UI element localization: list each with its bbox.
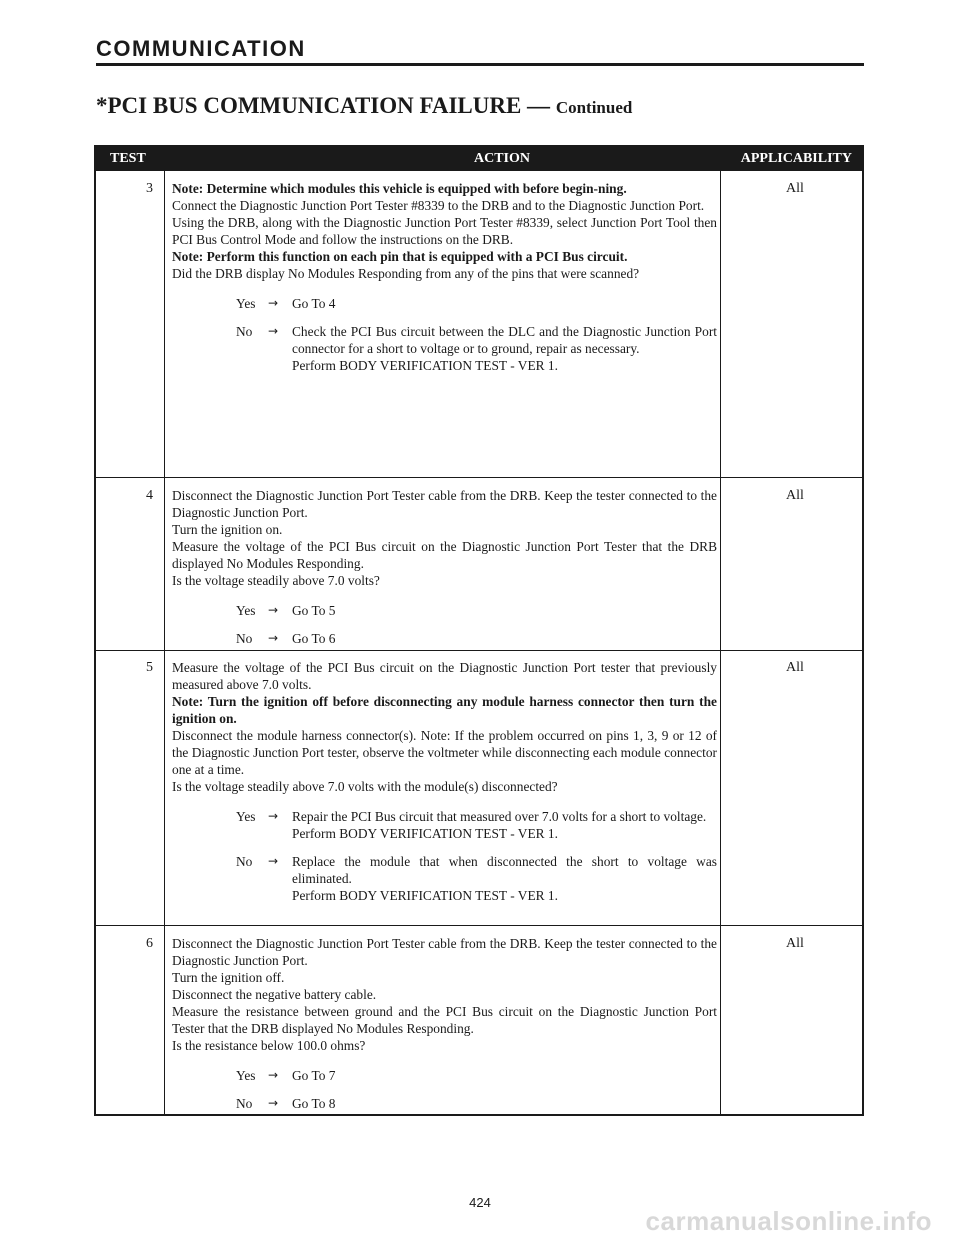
page-title <box>96 92 864 122</box>
table-header <box>96 147 862 171</box>
choice-result <box>292 323 717 374</box>
row-divider <box>96 477 862 478</box>
choice-yes <box>236 602 717 619</box>
choice-result-text: Check the PCI Bus circuit between the DLC and the Diagnostic Junction Port connector for a short to voltage or to ground, repair as necessary. <box>292 324 717 356</box>
action-line: Note: Determine which modules this vehicle is equipped with before begin-ning. <box>172 181 627 196</box>
choice-result-text: Replace the module that when disconnected the short to voltage was eliminated. <box>292 854 717 886</box>
column-header-applicability: APPLICABILITY <box>740 151 852 166</box>
choice-answer: No <box>236 1096 253 1111</box>
choice-answer: Yes <box>236 809 256 824</box>
column-divider <box>720 171 721 1114</box>
header-rule <box>96 63 864 66</box>
column-header-test: TEST <box>110 151 146 166</box>
choice-result: Go To 6 <box>292 631 336 646</box>
page-title-suffix: Continued <box>555 98 633 117</box>
choice-answer: No <box>236 854 253 869</box>
action-line: Turn the ignition off. <box>172 970 285 985</box>
choice-yes <box>236 1067 717 1084</box>
action-line: Did the DRB display No Modules Responding from any of the pins that were scanned? <box>172 266 640 281</box>
choice-yes <box>236 295 717 312</box>
choice-result <box>292 853 717 904</box>
choice-result <box>292 808 717 842</box>
applicability-cell: All <box>786 660 804 675</box>
action-line: Is the resistance below 100.0 ohms? <box>172 1038 366 1053</box>
arrow-icon: → <box>268 854 279 868</box>
applicability-cell: All <box>786 936 804 951</box>
test-number: 5 <box>146 660 153 675</box>
choice-result: Go To 7 <box>292 1068 336 1083</box>
action-line: Note: Turn the ignition off before disconnecting any module harness connector then turn the ignition on. <box>172 694 717 726</box>
choice-result-text: Perform BODY VERIFICATION TEST - VER 1. <box>292 358 558 373</box>
arrow-icon: → <box>268 603 279 617</box>
action-line: Using the DRB, along with the Diagnostic Junction Port Tester #8339, select Junction Port Tool then PCI Bus Control Mode and follow the instructions on the DRB. <box>172 215 717 247</box>
diagnostic-table <box>94 145 864 1116</box>
arrow-icon: → <box>268 631 279 645</box>
choice-result-text: Repair the PCI Bus circuit that measured over 7.0 volts for a short to voltage. <box>292 809 707 824</box>
choice-answer: Yes <box>236 603 256 618</box>
choice-yes <box>236 808 717 842</box>
choice-answer: Yes <box>236 1068 256 1083</box>
column-divider <box>164 171 165 1114</box>
section-heading: COMMUNICATION <box>96 36 306 61</box>
choice-result: Go To 4 <box>292 296 336 311</box>
action-cell <box>172 935 717 1112</box>
column-header-action: ACTION <box>474 151 531 166</box>
action-cell <box>172 180 717 374</box>
arrow-icon: → <box>268 324 279 338</box>
action-line: Measure the voltage of the PCI Bus circuit on the Diagnostic Junction Port Tester that the DRB displayed No Modules Responding. <box>172 539 717 571</box>
choice-no <box>236 323 717 374</box>
arrow-icon: → <box>268 809 279 823</box>
arrow-icon: → <box>268 296 279 310</box>
choice-answer: Yes <box>236 296 256 311</box>
action-line: Turn the ignition on. <box>172 522 283 537</box>
action-line: Note: Perform this function on each pin that is equipped with a PCI Bus circuit. <box>172 249 628 264</box>
page-number: 424 <box>469 1195 491 1210</box>
action-line: Measure the resistance between ground and the PCI Bus circuit on the Diagnostic Junction Port Tester that the DRB displayed No Modules Responding. <box>172 1004 717 1036</box>
choice-no <box>236 853 717 904</box>
row-divider <box>96 925 862 926</box>
arrow-icon: → <box>268 1068 279 1082</box>
row-divider <box>96 650 862 651</box>
choice-result: Go To 5 <box>292 603 336 618</box>
choice-result-text: Perform BODY VERIFICATION TEST - VER 1. <box>292 888 558 903</box>
choice-no <box>236 1095 717 1112</box>
applicability-cell: All <box>786 488 804 503</box>
applicability-cell: All <box>786 181 804 196</box>
test-number: 3 <box>146 181 153 196</box>
action-cell <box>172 659 717 904</box>
choice-result: Go To 8 <box>292 1096 336 1111</box>
action-line: Measure the voltage of the PCI Bus circuit on the Diagnostic Junction Port tester that previously measured above 7.0 volts. <box>172 660 717 692</box>
page-title-main: *PCI BUS COMMUNICATION FAILURE — <box>96 93 551 118</box>
action-line: Disconnect the Diagnostic Junction Port Tester cable from the DRB. Keep the tester connected to the Diagnostic Junction Port. <box>172 936 717 968</box>
choice-result-text: Perform BODY VERIFICATION TEST - VER 1. <box>292 826 558 841</box>
test-number: 6 <box>146 936 153 951</box>
action-line: Is the voltage steadily above 7.0 volts with the module(s) disconnected? <box>172 779 558 794</box>
choice-no <box>236 630 717 647</box>
action-line: Is the voltage steadily above 7.0 volts? <box>172 573 380 588</box>
choice-answer: No <box>236 631 253 646</box>
watermark: carmanualsonline.info <box>645 1206 932 1236</box>
arrow-icon: → <box>268 1096 279 1110</box>
choice-answer: No <box>236 324 253 339</box>
test-number: 4 <box>146 488 153 503</box>
action-line: Disconnect the module harness connector(s). Note: If the problem occurred on pins 1, 3, 9 or 12 of the Diagnostic Junction Port tester, observe the voltmeter while disconnecting each module connector one at a time. <box>172 728 717 777</box>
action-line: Disconnect the Diagnostic Junction Port Tester cable from the DRB. Keep the tester connected to the Diagnostic Junction Port. <box>172 488 717 520</box>
action-cell <box>172 487 717 647</box>
action-line: Connect the Diagnostic Junction Port Tester #8339 to the DRB and to the Diagnostic Junction Port. <box>172 198 705 213</box>
action-line: Disconnect the negative battery cable. <box>172 987 377 1002</box>
